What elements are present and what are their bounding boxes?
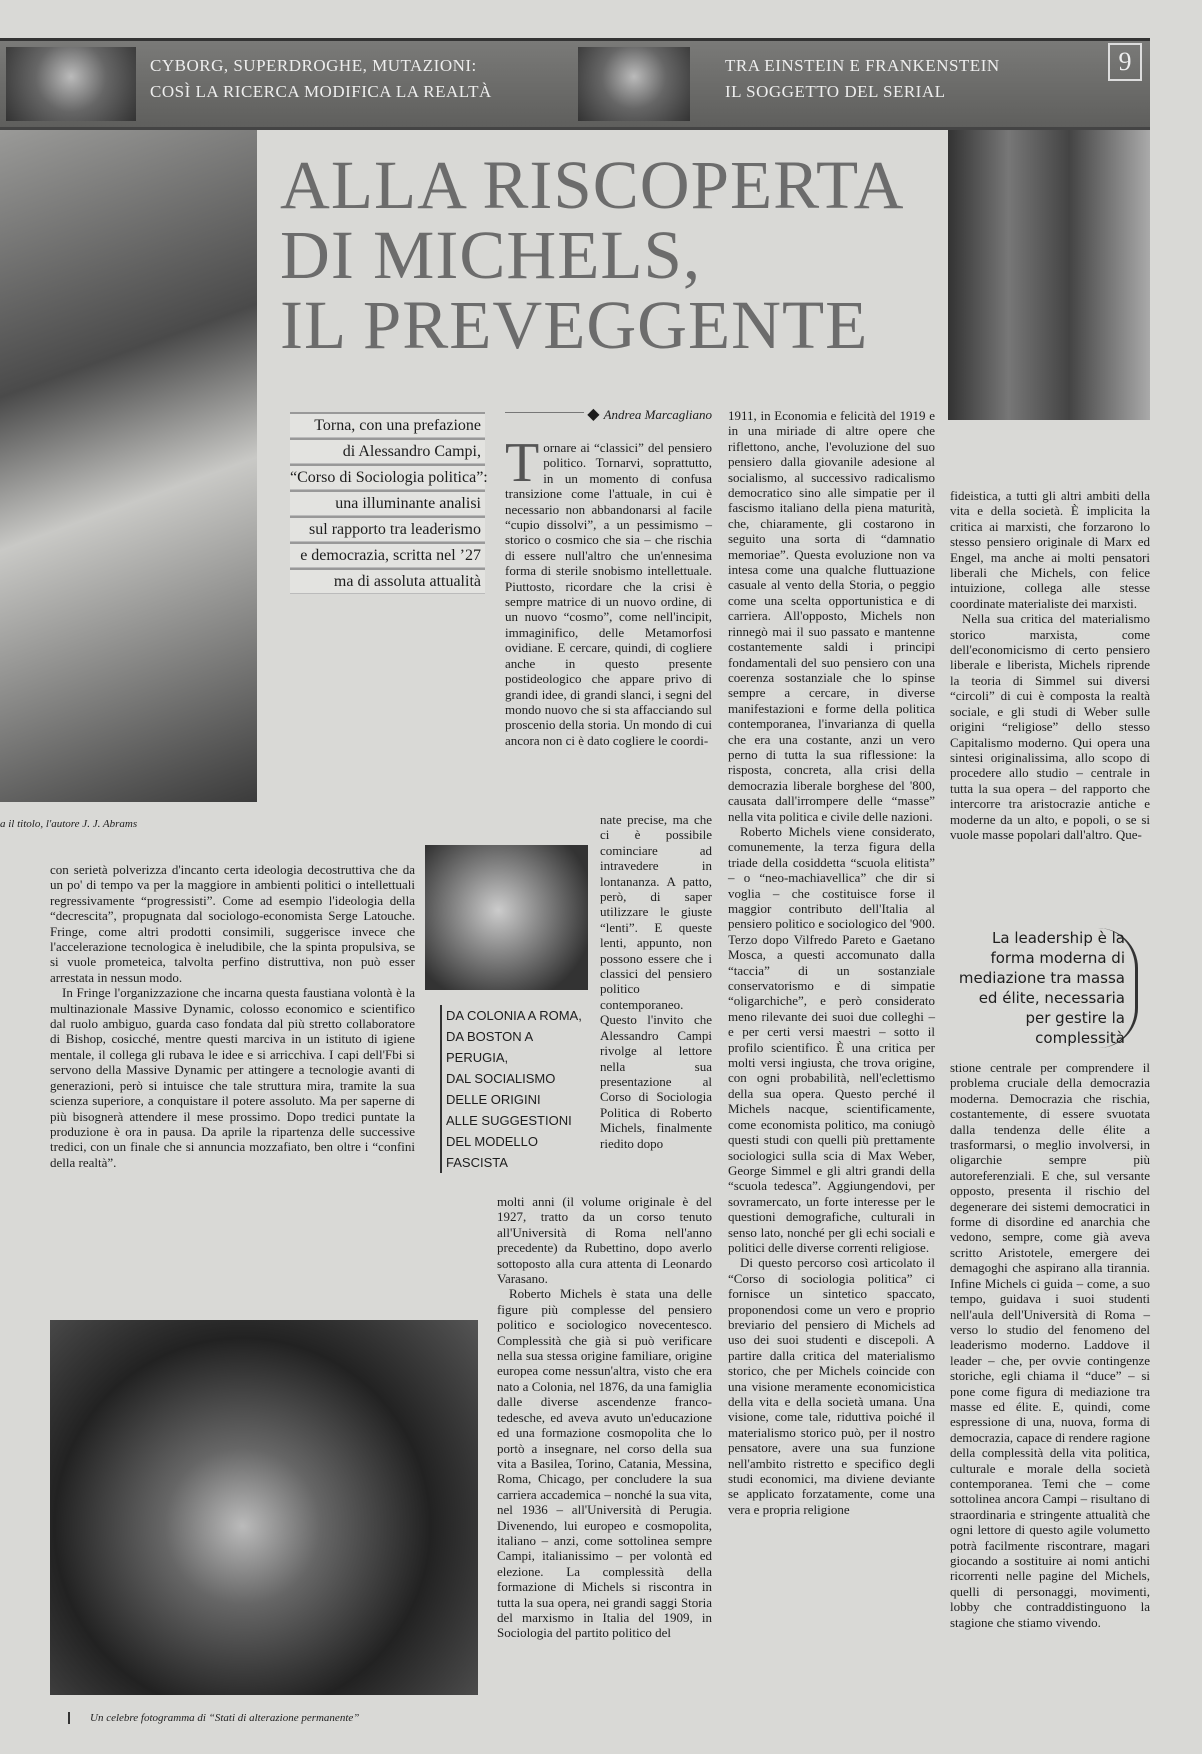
article-column-1b: nate precise, ma che ci è possibile cominciare ad intravedere in lontananza. A patto, però, di saper utilizzare le giuste “lenti”. E queste lenti, appunto, non possono essere che i classici del pensiero politico contemporaneo. Questo l'invito che Alessandro Campi rivolge al lettore nella sua presentazione al Corso di Sociologia Politica di Roberto Michels, finalmente riedito dopo	[600, 812, 712, 1151]
sidebar-box: DA COLONIA A ROMA, DA BOSTON A PERUGIA, DAL SOCIALISMO DELLE ORIGINI ALLE SUGGESTIONI DEL MODELLO FASCISTA	[440, 1005, 596, 1173]
article-column-1c: molti anni (il volume originale è del 1927, tratto da un corso tenuto all'Università di Roma nell'anno precedente) da Rubettino, dopo averlo sottoposto alla cura attenta di Leonardo Varasano. Roberto Michels è stata una delle figure più complesse del pensiero politico e sociologico novecentesco. Complessità che già si può verificare nella sua stessa origine familiare, origine europea come nessun'altra, visto che era nato a Colonia, nel 1876, da una famiglia dalle diverse ascendenze franco-tedesche, ed aveva avuto un'educazione ed una formazione cosmopolita che lo portò a insegnare, nel corso della sua vita a Basilea, Torino, Catania, Messina, Roma, Chicago, per concludere la sua carriera accademica – nonché la sua vita, nel 1936 – all'Università di Perugia. Divenendo, lui europeo e cosmopolita, italiano – anzi, come sottolinea sempre Campi, italianissimo – per volontà ed elezione. La complessità della formazione di Michels si riscontra in tutta la sua opera, nei grandi saggi Storia del marxismo in Italia del 1909, in Sociologia del partito politico del	[497, 1194, 712, 1641]
article-deck: Torna, con una prefazione di Alessandro Campi, “Corso di Sociologia politica”: una illuminante analisi sul rapporto tra leaderismo e democrazia, scritta nel ’27 ma di assoluta attualità	[290, 412, 485, 594]
pull-quote: La leadership è la forma moderna di mediazione tra massa ed élite, necessaria per gestire la complessità	[950, 928, 1138, 1048]
article-column-3	[950, 488, 1150, 1630]
article-column-3a: fideistica, a tutti gli altri ambiti della vita e della società. È implicita la critica ai marxisti, che forzarono lo stesso pensiero originale di Marx ed Engel, ma anche ai molti pensatori liberali che Michels, con felice intuizione, collega alle stesse coordinate materialiste dei marxisti. Nella sua critica del materialismo storico marxista, come dell'economicismo di certo pensiero liberale e liberista, Michels riprende la teoria di Simmel sui diversi “circoli” di cui è composta la realtà sociale, e gli studi di Weber sulle origini “religiose” dello stesso Capitalismo moderno. Qui opera una sintesi originalissima, allo scopo di procedere allo studio – centrale in tutta la sua opera – del rapporto che intercorre tra aristocrazie antiche e moderne da un alto, e popoli, o se si vuole masse popolari dall'altro. Que-	[950, 488, 1150, 842]
byline: ◆ Andrea Marcagliano	[505, 412, 712, 433]
actress-photo	[0, 130, 257, 802]
article-column-3b: stione centrale per comprendere il problema cruciale della democrazia moderna. Democrazia che rischia, costantemente, di essere svuotata dalla tendenza delle élite a trasformarsi, o meglio involversi, in oligarchie sempre più autoreferenziali. E che, sul versante opposto, presenta il rischio del degenerare dei sistemi democratici in forme di disordine ed anarchia che vedono, sempre, come già aveva scritto Aristotele, emergere dei demagoghi che aspirano alla tirannia. Infine Michels ci guida – come, a suo tempo, guidava i suoi studenti nell'aula dell'Università di Roma – verso lo studio del fenomeno del leaderismo moderno. Laddove il leader – che, per ovvie contingenze storiche, egli chiama il “duce” – si pone come figura di mediazione tra masse ed élite. E, quindi, come espressione di una, nuova, forma di democrazia, capace di rendere ragione della complessità della vita politica, culturale e morale della società contemporanea. Temi che – come sottolinea ancora Campi – risultano di straordinaria e stringente attualità che ogni lettore di questo agile volumetto potrà facilmente riscontrare, magari giocando a sostituire ai nomi antichi ricorrenti nelle pagine del Michels, quelli di personaggi, movimenti, lobby che contraddistinguono la stagione che stiamo vivendo.	[950, 1060, 1150, 1630]
diamond-icon: ◆	[587, 406, 604, 423]
film-still-photo	[50, 1320, 478, 1695]
article-title: ALLA RISCOPERTA DI MICHELS, IL PREVEGGENTE	[280, 147, 905, 363]
header-left-text: CYBORG, SUPERDROGHE, MUTAZIONI: COSÌ LA RICERCA MODIFICA LA REALTÀ	[150, 56, 492, 101]
fringe-article-text: con serietà polverizza d'incanto certa ideologia decostruttiva che da un po' di tempo va per la maggiore in ambienti politici o intellettuali regressivamente “progressisti”. Come ad esempio l'ideologia della “decrescita”, propugnata dal sociologo-economista Serge Latouche. Fringe, come altri prodotti consimili, suggerisce invece che l'accelerazione tecnologica è ineludibile, che la spinta propulsiva, se si vuole prometeica, talvolta perfino distruttiva, non può esser arrestata in nessun modo. In Fringe l'organizzazione che incarna questa faustiana volontà è la multinazionale Massive Dynamic, colosso economico e scientifico dal ruolo ambiguo, guarda caso fondata dal più stretto collaboratore di Bishop, cosicché, mentre questi marciva in un istituto di igiene mentale, il collega gli rubava le idee e si arricchiva. I capi dell'Fbi si servono della Massive Dynamic per attingere a tecnologie avanti di generazioni, però si intuisce che tale struttura mira, tramite la sua scienza superiore, a conquistare il potere assoluto. Ma per saperne di più bisognerà attendere il mese prossimo. Dopo tredici puntate la produzione è ora in pausa. Da aprile la ripartenza delle successive tredici, con un finale che si annuncia mozzafiato, ben oltre i “confini della realtà”.	[50, 862, 415, 1170]
photo-caption-bottom: Un celebre fotogramma di “Stati di alterazione permanente”	[68, 1712, 359, 1724]
article-column-2: 1911, in Economia e felicità del 1919 e in una miriade di altre opere che riflettono, anche, l'evoluzione del suo pensiero dalla giovanile adesione al socialismo, al successivo radicalismo democratico sino alle simpatie per il fascismo italiano della piena maturità, che, chiaramente, gli costarono in seguito una sorta di “damnatio memoriae”. Questa evoluzione non va intesa come una qualche fluttuazione casuale al vento della Storia, o peggio come una scelta opportunistica e di carriera. All'opposto, Michels non rinnegò mai il suo passato e mantenne costantemente saldi i principi fondamentali del suo pensiero con una coerenza sostanziale che lo spinse sempre a cercare, in diverse manifestazioni e forme della politica contemporanea, l'invarianza di quella che era una costante, anzi un vero perno di tutta la sua riflessione: la risposta, concreta, alla crisi della democrazia liberale borghese del '800, causata dall'irrompere delle “masse” nella vita politica e civile delle nazioni. Roberto Michels viene considerato, comunemente, la terza figura della triade della cosiddetta “scuola elitista” – o “neo-machiavellica” che dir si voglia – che costituisce forse il maggior contributo dell'Italia al pensiero politico e sociologico del '900. Terzo dopo Vilfredo Pareto e Gaetano Mosca, a questi accomunato dalla “taccia” di un sostanziale conservatorismo e di simpatie “oligarchiche”, e però considerato meno rilevante dei suoi due colleghi – e per certi versi maestri – sotto il profilo scientifico. È una critica per molti versi ingiusta, che trova origine, con ogni probabilità, nell'eclettismo della sua opera. Questo perché il Michels nacque, scientificamente, come economista politico, ma coniugò questi studi con quelli più prettamente sociologici sulla scia di Max Weber, George Simmel e gli altri grandi della “scuola tedesca”. Aggiungendovi, per sovramercato, un forte interesse per le questioni demografiche, culturali in senso lato, nonché per gli echi sociali e politici delle diverse correnti religiose. Di questo percorso così articolato il “Corso di sociologia politica” ci fornisce un sintetico spaccato, proponendosi come un vero e proprio breviario del pensiero di Michels ad uso dei suoi studenti e discepoli. A partire dalla critica del materialismo storico, che per Michels coincide con una visione meramente economicistica della vita e della società umana. Una visione, come tale, riduttiva poiché il materialismo storico può, per il nostro pensatore, avere una sua funzione nell'ambito ristretto e specifico degli studi economici, ma diviene deviante se applicato forzatamente, come una vera e propria religione	[728, 408, 935, 1517]
article-column-1a: T ornare ai “classici” del pensiero politico. Tornarvi, soprattutto, in un momento di confusa transizione come l'attuale, in cui è necessario non abbandonarsi al facile “cupio dissolvi”, a un pessimismo – storico o cosmico che sia – che rischia di essere null'altro che un'ennesima forma di sterile snobismo intellettuale. Piuttosto, ricordare che la crisi è sempre matrice di un nuovo ordine, di un nuovo “cosmo”, come nell'incipit, immaginifico, delle Metamorfosi ovidiane. E cercare, quindi, di cogliere anche in questo presente postideologico che appare privo di grandi idee, di grandi slanci, i segni del mondo nuovo che si sta affacciando sul proscenio della storia. Un mondo di cui ancora non ci è dato cogliere le coordi-	[505, 432, 712, 748]
page-number: 9	[1108, 43, 1142, 81]
einstein-photo	[578, 47, 690, 121]
section-header-band	[0, 38, 1150, 130]
michels-portrait	[425, 845, 588, 990]
header-right-text: TRA EINSTEIN E FRANKENSTEIN IL SOGGETTO DEL SERIAL	[725, 56, 1000, 101]
cyborg-photo	[6, 47, 136, 121]
photo-caption-top: a il titolo, l'autore J. J. Abrams	[0, 818, 138, 830]
library-photo	[948, 130, 1150, 420]
drop-cap: T	[505, 432, 540, 494]
